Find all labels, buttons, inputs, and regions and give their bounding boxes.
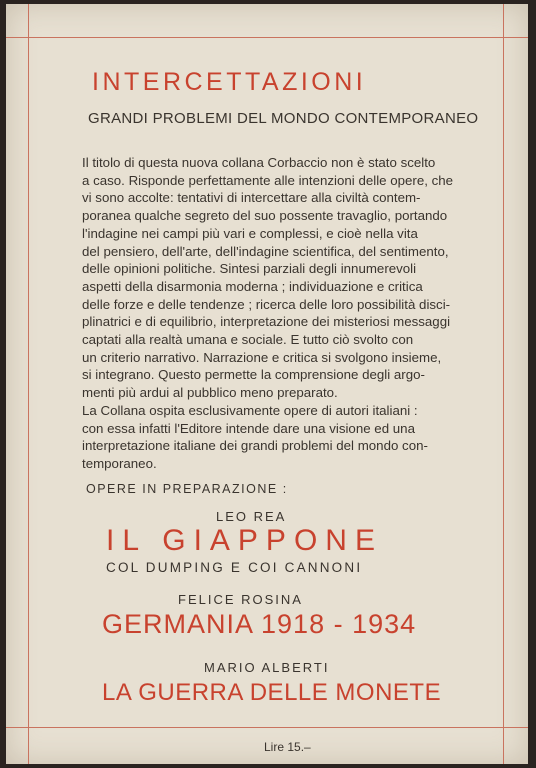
intro-line: delle forze e delle tendenze ; ricerca delle loro possibilità disci- [82, 296, 451, 312]
book-author: FELICE ROSINA [178, 592, 303, 607]
intro-line: vi sono accolte: tentativi di intercettare alla civiltà contem- [82, 190, 421, 206]
frame-line-right [503, 4, 504, 764]
book-title: LA GUERRA DELLE MONETE [102, 679, 442, 706]
book-author: LEO REA [216, 509, 287, 524]
intro-line: plinatrici e di equilibrio, interpretazione dei misteriosi messaggi [82, 314, 451, 330]
book-back-cover [6, 4, 528, 764]
intro-line: si integrano. Questo permette la comprensione degli argo- [82, 367, 425, 383]
frame-line-top [6, 37, 528, 38]
opere-heading: OPERE IN PREPARAZIONE : [86, 482, 288, 496]
book-author: MARIO ALBERTI [204, 660, 330, 675]
intro-line: con essa infatti l'Editore intende dare una visione ed una [82, 420, 415, 436]
intro-line: La Collana ospita esclusivamente opere di autori italiani : [82, 402, 418, 418]
book-title: IL GIAPPONE [106, 524, 383, 557]
intro-line: interpretazione italiane dei grandi problemi del mondo con- [82, 438, 428, 454]
intro-line: aspetti della disarmonia moderna ; individuazione e critica [82, 278, 423, 294]
intro-line: menti più ardui al pubblico meno preparato. [82, 385, 338, 401]
price-label: Lire 15.– [264, 740, 311, 754]
intro-line: a caso. Risponde perfettamente alle intenzioni delle opere, che [82, 172, 454, 188]
series-title: INTERCETTAZIONI [92, 68, 367, 96]
intro-text [82, 154, 472, 473]
frame-line-bottom [6, 727, 528, 728]
book-title: GERMANIA 1918 - 1934 [102, 609, 417, 639]
intro-line: del pensiero, dell'arte, dell'indagine scientifica, del sentimento, [82, 243, 449, 259]
book-subtitle: COL DUMPING E COI CANNONI [106, 560, 363, 575]
frame-line-left [28, 4, 29, 764]
intro-line: temporaneo. [82, 455, 157, 471]
intro-line: captati alla realtà umana e sociale. E tutto ciò svolto con [82, 332, 414, 348]
intro-line: poranea qualche segreto del suo possente travaglio, portando [82, 208, 448, 224]
intro-line: delle opinioni politiche. Sintesi parziali degli innumerevoli [82, 261, 417, 277]
intro-line: Il titolo di questa nuova collana Corbaccio non è stato scelto [82, 155, 436, 170]
intro-line: un criterio narrativo. Narrazione e critica si svolgono insieme, [82, 349, 442, 365]
intro-line: l'indagine nei campi più vari e complessi, e cioè nella vita [82, 225, 418, 241]
series-subtitle: GRANDI PROBLEMI DEL MONDO CONTEMPORANEO [88, 110, 479, 127]
